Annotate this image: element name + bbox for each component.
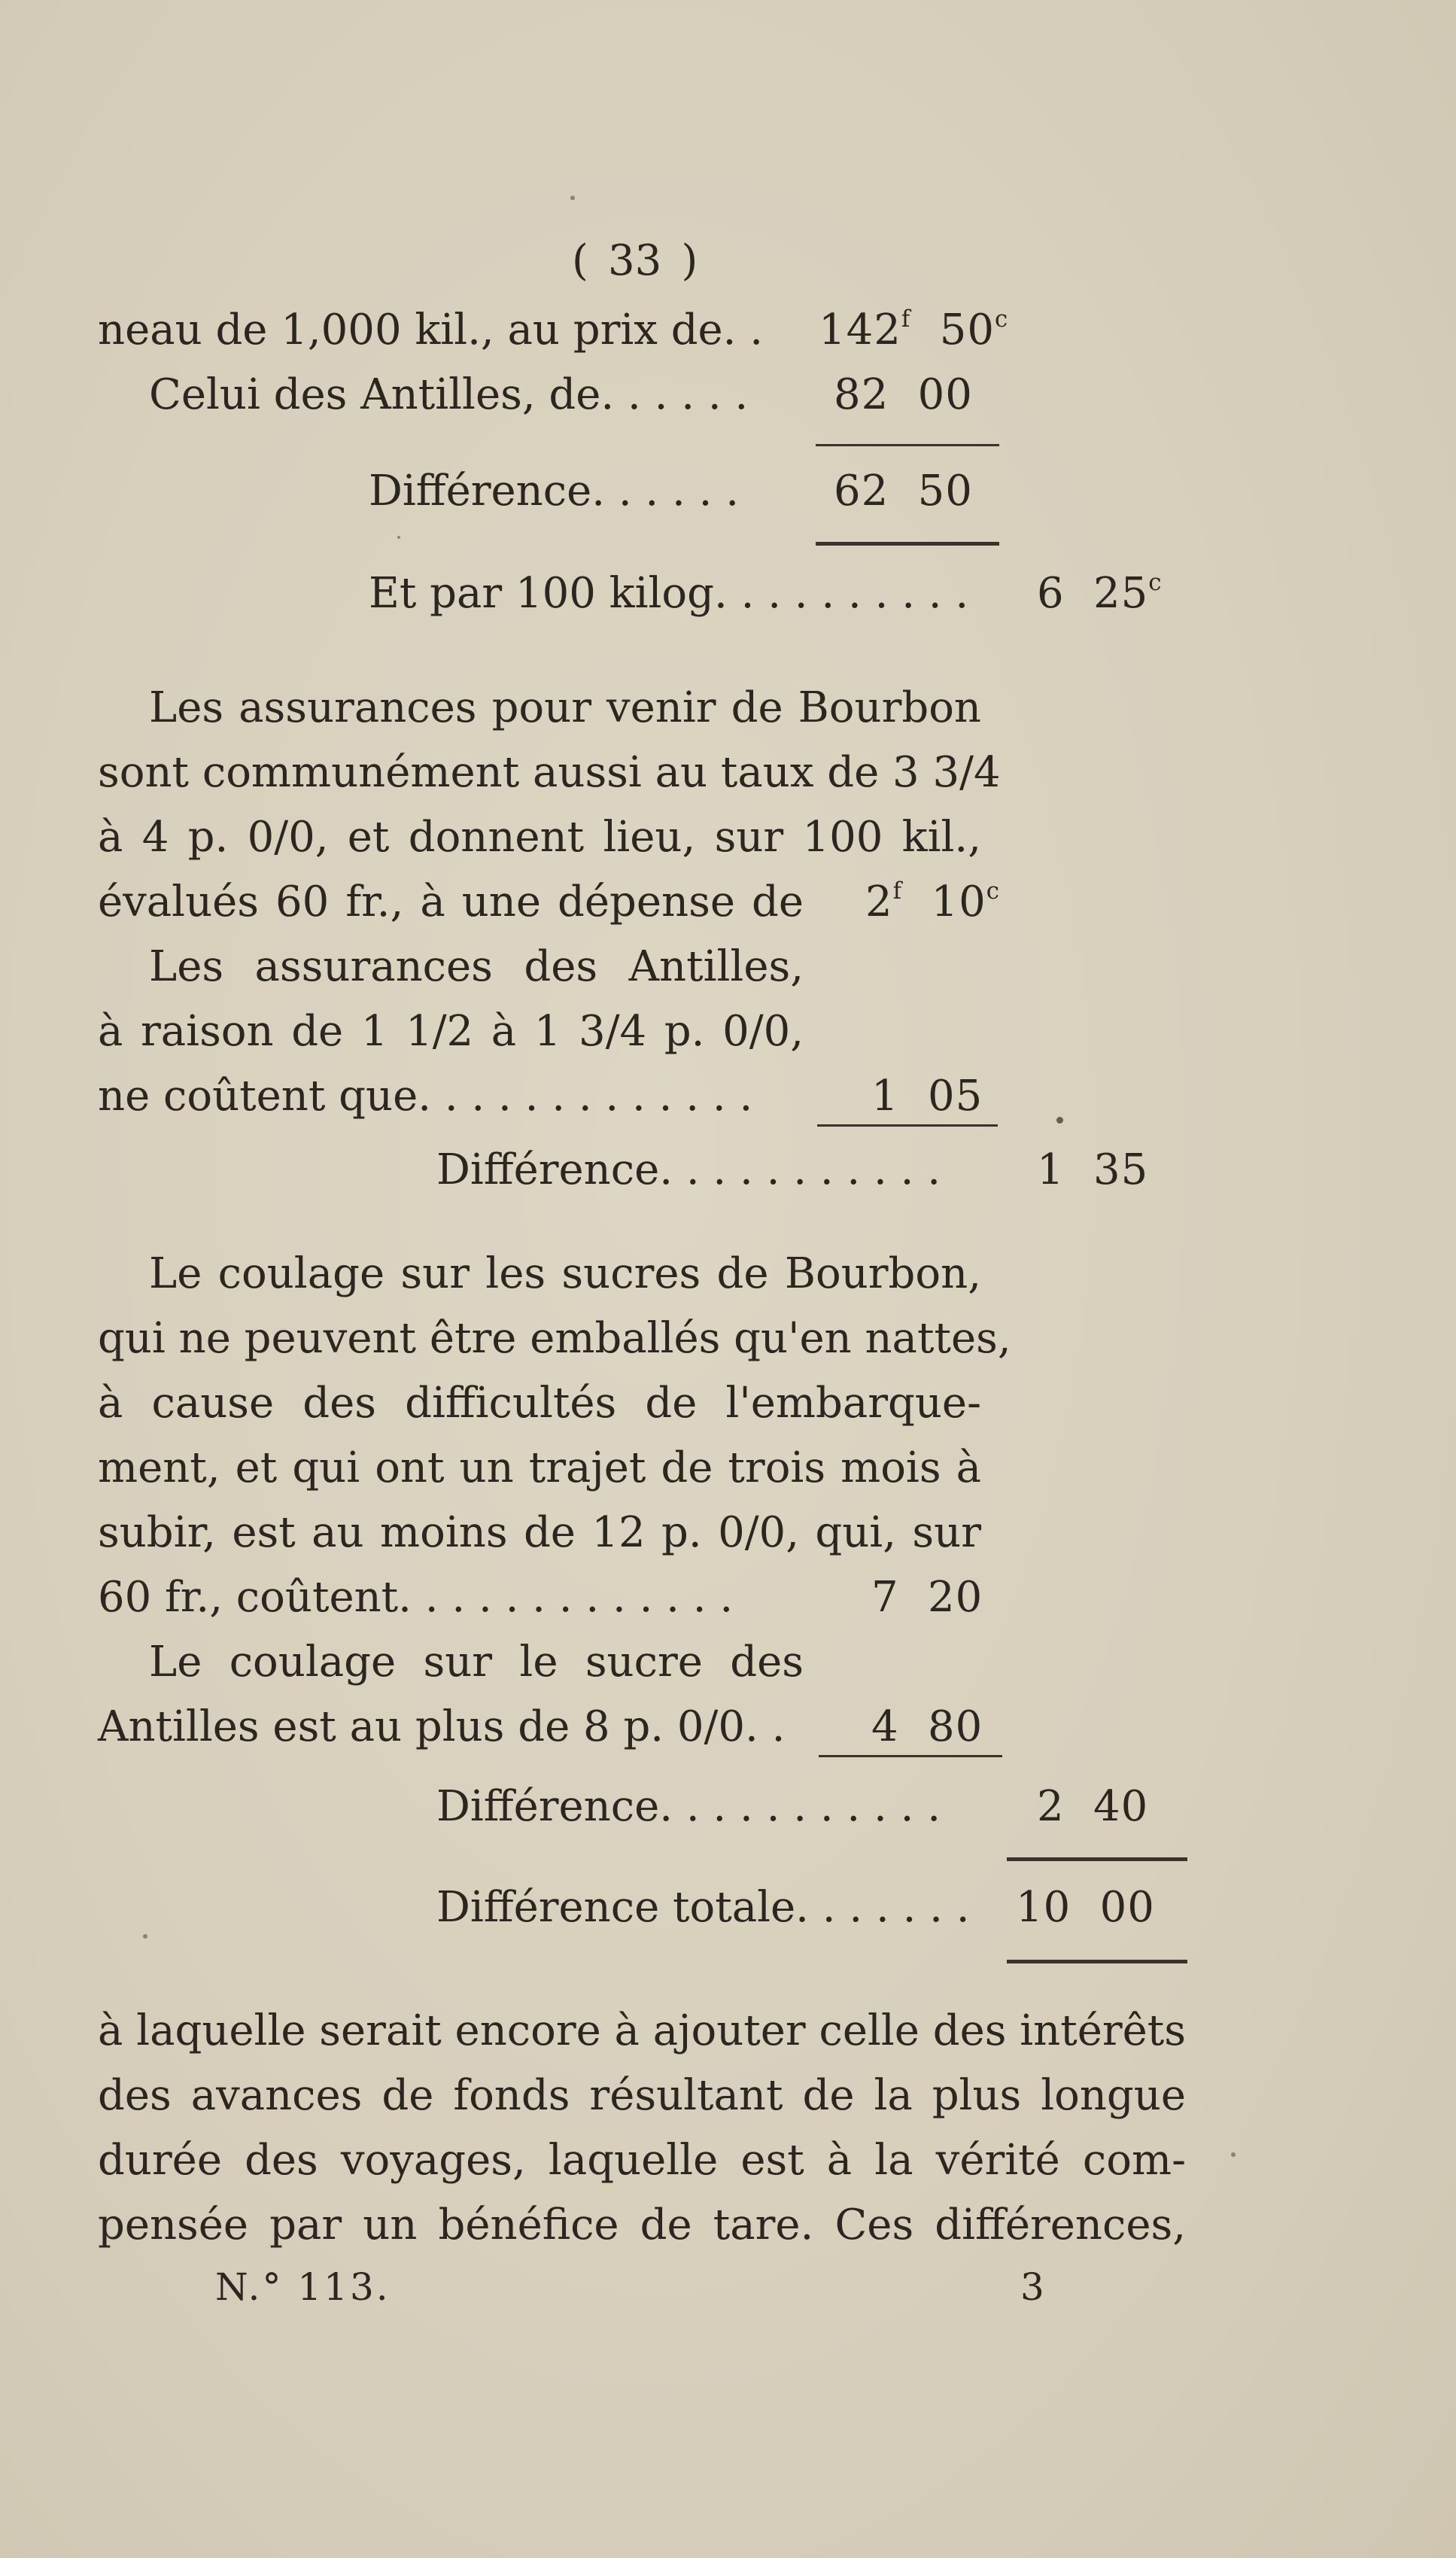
leakage-para-line: Le coulage sur les sucres de Bourbon, (149, 1249, 981, 1298)
freight-line-2 (0, 363, 1456, 427)
insurance-difference (0, 1138, 1456, 1203)
insurance-para-line: Les assurances pour venir de Bourbon (149, 683, 981, 732)
leakage-difference (0, 1775, 1456, 1839)
sum-rule (817, 1124, 998, 1127)
sum-rule (819, 1755, 1002, 1757)
leakage-cost-line (0, 1565, 1456, 1630)
insurance-antilles-cost (0, 1064, 1456, 1129)
closing-para-line: à laquelle serait encore à ajouter celle des intérêts (98, 2006, 1187, 2055)
freight-line-1-value: 142$^f$ 50$^c$ (819, 305, 1009, 354)
leakage-difference-value: 2 40 (1037, 1782, 1149, 1831)
insurance-cost-text: évalués 60 fr., à une dépense de (98, 878, 804, 926)
leakage-antilles-cost (0, 1695, 1456, 1760)
freight-difference (0, 459, 1456, 524)
signature-mark: N.° 113. (215, 2265, 391, 2309)
insurance-cost-line (0, 870, 1456, 935)
total-difference-label: Différence totale. . . . . . . (436, 1883, 970, 1932)
insurance-cost-value: 2$^f$ 10$^c$ (865, 877, 1000, 926)
leakage-antilles-line: Le coulage sur le sucre des (149, 1638, 804, 1687)
leakage-para-line: subir, est au moins de 12 p. 0/0, qui, sur (98, 1508, 981, 1557)
page-number: ( 33 ) (572, 236, 698, 285)
freight-per-100-label: Et par 100 kilog. . . . . . . . . . (369, 569, 969, 618)
freight-per-100 (0, 561, 1456, 626)
insurance-difference-label: Différence. . . . . . . . . . . (436, 1145, 941, 1194)
freight-difference-label: Différence. . . . . . (369, 467, 740, 516)
sum-rule (816, 444, 999, 446)
freight-difference-value: 62 50 (834, 467, 973, 516)
freight-per-100-value: 6 25$^c$ (1037, 568, 1163, 618)
page-footer (0, 2255, 1456, 2319)
sum-rule (1007, 1960, 1187, 1963)
insurance-antilles-text: ne coûtent que. . . . . . . . . . . . . (98, 1072, 753, 1121)
total-difference-value: 10 00 (1016, 1883, 1155, 1932)
paper-speck (397, 536, 400, 539)
paper-speck (570, 196, 575, 200)
leakage-para-line: à cause des difficultés de l'embarque- (98, 1379, 981, 1428)
leakage-antilles-value: 4 80 (871, 1702, 983, 1751)
insurance-difference-value: 1 35 (1037, 1145, 1149, 1194)
page-header (0, 229, 1456, 294)
freight-line-2-text: Celui des Antilles, de. . . . . . (149, 370, 749, 419)
freight-line-1 (0, 298, 1456, 363)
total-difference (0, 1875, 1456, 1940)
insurance-para-line: sont communément aussi au taux de 3 3/4 (98, 748, 1001, 797)
closing-para-line: durée des voyages, laquelle est à la vérité com- (98, 2136, 1186, 2185)
freight-line-2-value: 82 00 (834, 370, 973, 419)
leakage-cost-text: 60 fr., coûtent. . . . . . . . . . . . . (98, 1573, 734, 1622)
freight-line-1-text: neau de 1,000 kil., au prix de. . (98, 306, 764, 354)
insurance-antilles-line: Les assurances des Antilles, (149, 942, 804, 991)
sum-rule (1007, 1857, 1187, 1861)
insurance-para-line: à 4 p. 0/0, et donnent lieu, sur 100 kil., (98, 813, 981, 862)
leakage-difference-label: Différence. . . . . . . . . . . (436, 1782, 941, 1831)
leakage-cost-value: 7 20 (871, 1573, 983, 1622)
insurance-antilles-line: à raison de 1 1/2 à 1 3/4 p. 0/0, (98, 1007, 804, 1056)
sheet-number: 3 (1020, 2265, 1044, 2309)
leakage-para-line: ment, et qui ont un trajet de trois mois à (98, 1443, 981, 1492)
leakage-antilles-text: Antilles est au plus de 8 p. 0/0. . (98, 1702, 786, 1751)
insurance-antilles-value: 1 05 (871, 1072, 983, 1121)
closing-para-line: pensée par un bénéfice de tare. Ces différences, (98, 2201, 1186, 2249)
sum-rule (816, 542, 999, 546)
leakage-para-line: qui ne peuvent être emballés qu'en nattes, (98, 1314, 1011, 1363)
closing-para-line: des avances de fonds résultant de la plus longue (98, 2071, 1186, 2120)
